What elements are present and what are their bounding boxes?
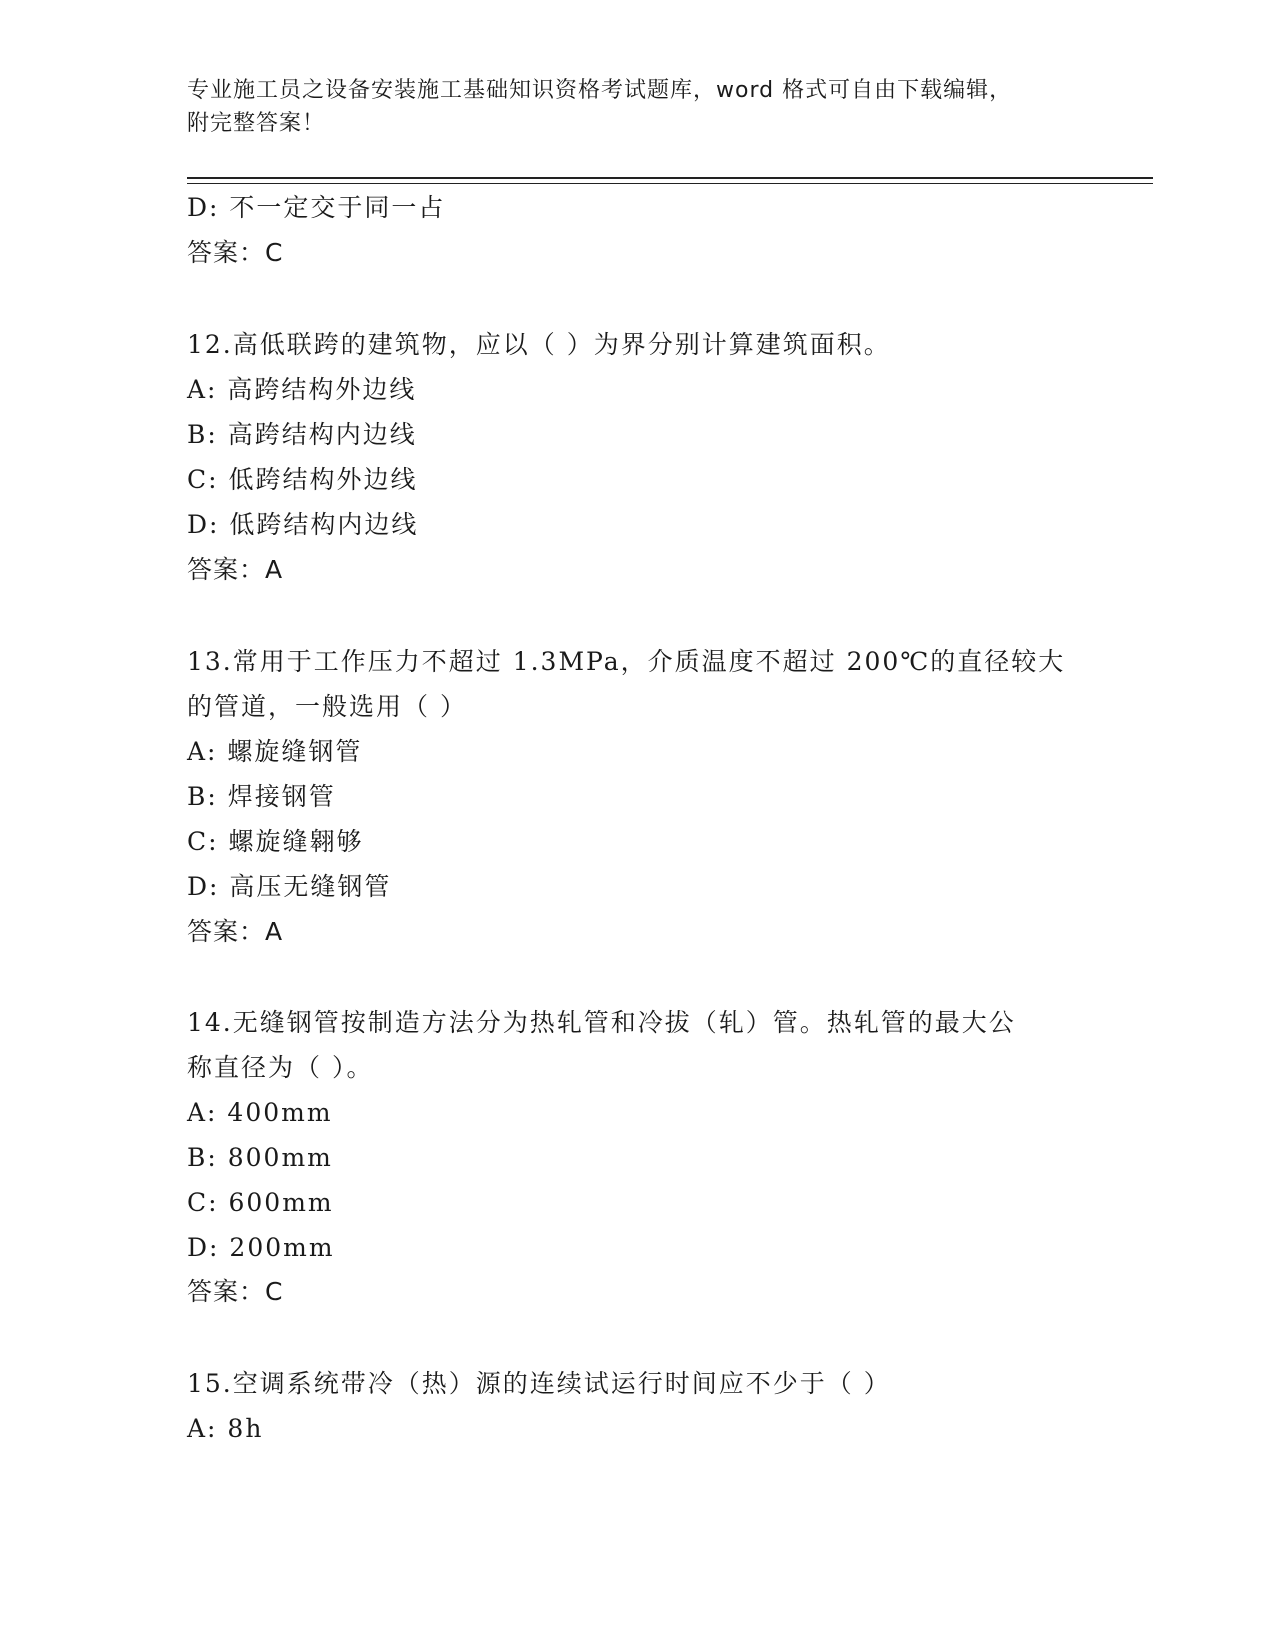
q13-answer: 答案：A: [187, 917, 284, 946]
q12-option-a: A: 高跨结构外边线: [187, 375, 417, 404]
q11-option-d: D: 不一定交于同一占: [187, 193, 446, 222]
q12-answer: 答案：A: [187, 555, 284, 584]
q13-stem-line-1: 13.常用于工作压力不超过 1.3MPa，介质温度不超过 200℃的直径较大: [187, 647, 1066, 676]
page-header: [187, 74, 1067, 140]
q14-stem-line-2: 称直径为（ ）。: [187, 1053, 374, 1082]
q14-option-b: B: 800mm: [187, 1143, 333, 1172]
q14-option-a: A: 400mm: [187, 1098, 333, 1127]
q12-stem: 12.高低联跨的建筑物，应以（ ）为界分别计算建筑面积。: [187, 330, 891, 359]
header-rule-thin: [187, 183, 1153, 184]
q14-answer: 答案：C: [187, 1277, 284, 1306]
q12-option-d: D: 低跨结构内边线: [187, 510, 419, 539]
q12-option-b: B: 高跨结构内边线: [187, 420, 417, 449]
q15-stem: 15.空调系统带冷（热）源的连续试运行时间应不少于（ ）: [187, 1369, 891, 1398]
header-rule-thick: [187, 177, 1153, 179]
q14-option-d: D: 200mm: [187, 1233, 335, 1262]
q13-option-c: C: 螺旋缝翱够: [187, 827, 364, 856]
q13-option-d: D: 高压无缝钢管: [187, 872, 392, 901]
q13-option-b: B: 焊接钢管: [187, 782, 336, 811]
q14-option-c: C: 600mm: [187, 1188, 334, 1217]
q11-answer: 答案：C: [187, 238, 284, 267]
header-line-1: 专业施工员之设备安装施工基础知识资格考试题库，word 格式可自由下载编辑，: [187, 78, 1013, 103]
q13-option-a: A: 螺旋缝钢管: [187, 737, 363, 766]
header-line-2: 附完整答案！: [187, 111, 326, 136]
q15-option-a: A: 8h: [187, 1414, 264, 1443]
q14-stem-line-1: 14.无缝钢管按制造方法分为热轧管和冷拔（轧）管。热轧管的最大公: [187, 1008, 1016, 1037]
q12-option-c: C: 低跨结构外边线: [187, 465, 418, 494]
q13-stem-line-2: 的管道，一般选用（ ）: [187, 692, 467, 721]
